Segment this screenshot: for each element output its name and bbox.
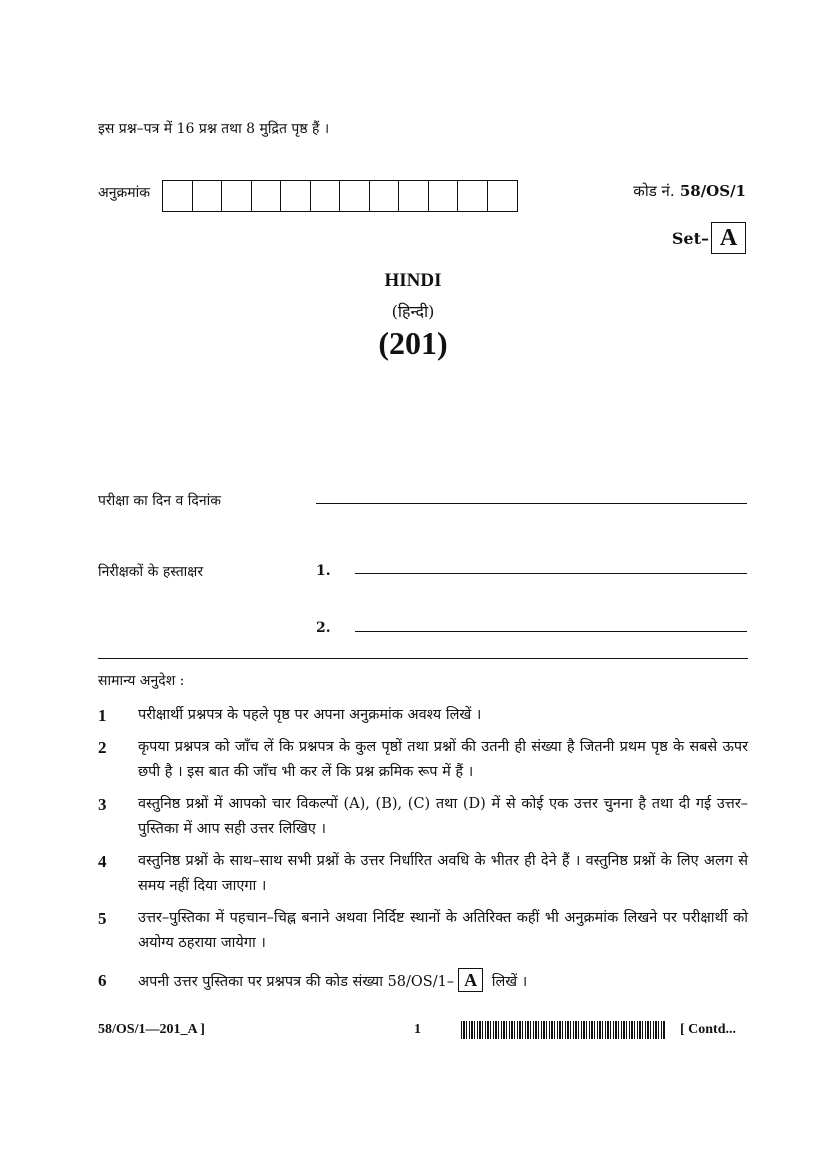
instruction-number: 3 [98,795,107,814]
roll-number-box[interactable] [429,181,459,211]
subject-title: HINDI [384,270,442,291]
instruction-number: 5 [98,909,107,928]
subject-title-hindi: (हिन्दी) [391,302,435,321]
instruction-item [98,968,748,995]
instruction-item [98,792,748,842]
roll-number-boxes[interactable] [162,180,518,212]
paper-code-label: कोड नं. [633,182,675,200]
barcode-icon [461,1021,665,1039]
set-indicator [672,222,746,254]
instruction-item [98,735,748,785]
instruction-number: 4 [98,852,107,871]
divider [98,658,748,659]
roll-number-box[interactable] [281,181,311,211]
set-label: Set– [671,228,709,248]
roll-number-label: अनुक्रमांक [98,185,150,201]
paper-code-value: 58/OS/1 [679,182,746,200]
paper-info-line: इस प्रश्न–पत्र में 16 प्रश्न तथा 8 मुद्रित पृष्ठ हैं । [98,121,330,137]
paper-code [633,181,746,201]
instruction-text: परीक्षार्थी प्रश्नपत्र के पहले पृष्ठ पर अपना अनुक्रमांक अवश्य लिखें । [138,707,482,723]
instruction-item [98,849,748,899]
instruction-item [98,703,748,728]
page-number: 1 [414,1022,421,1037]
instruction-number: 1 [98,706,107,725]
exam-date-line[interactable] [316,503,747,504]
instruction-text: वस्तुनिष्ठ प्रश्नों में आपको चार विकल्पों (A), (B), (C) तथा (D) में से कोई एक उत्तर चुनना है तथा दी गई उत्तर–पुस्तिका में आप सही उत्तर लिखिए । [138,796,748,837]
roll-number-box[interactable] [311,181,341,211]
roll-number-box[interactable] [163,181,193,211]
invigilator-signature-label: निरीक्षकों के हस्ताक्षर [98,564,204,580]
instruction-text: वस्तुनिष्ठ प्रश्नों के साथ–साथ सभी प्रश्नों के उत्तर निर्धारित अवधि के भीतर ही देने हैं । वस्तुनिष्ठ प्रश्नों के लिए अलग से समय नहीं दिया जाएगा । [138,853,748,894]
set-code-box: A [458,968,483,992]
roll-number-box[interactable] [193,181,223,211]
footer-paper-code: 58/OS/1—201_A ] [98,1022,205,1037]
exam-date-label: परीक्षा का दिन व दिनांक [98,493,221,509]
roll-number-box[interactable] [488,181,518,211]
roll-number-box[interactable] [370,181,400,211]
instruction-text: उत्तर–पुस्तिका में पहचान–चिह्न बनाने अथवा निर्दिष्ट स्थानों के अतिरिक्त कहीं भी अनुक्रमांक लिखने पर परीक्षार्थी को अयोग्य ठहराया जायेगा । [138,910,748,951]
roll-number-box[interactable] [399,181,429,211]
instruction-number: 2 [98,738,107,757]
instruction-number: 6 [98,971,107,990]
instruction-item [98,906,748,956]
roll-number-box[interactable] [252,181,282,211]
signature-1-number: 1. [316,563,331,579]
instruction-text: कृपया प्रश्नपत्र को जाँच लें कि प्रश्नपत्र के कुल पृष्ठों तथा प्रश्नों की उतनी ही संख्या है जितनी प्रथम पृष्ठ के सबसे ऊपर छपी है । इस बात की जाँच भी कर लें कि प्रश्न क्रमिक रूप में हैं । [138,739,748,780]
signature-2-line[interactable] [355,631,747,632]
set-value-box: A [711,222,746,254]
subject-code: (201) [378,325,448,361]
signature-2-number: 2. [316,620,331,636]
instruction-6-text-before: अपनी उत्तर पुस्तिका पर प्रश्नपत्र की कोड संख्या 58/OS/1– [138,974,455,990]
roll-number-box[interactable] [222,181,252,211]
continued-label: [ Contd... [680,1022,737,1037]
signature-1-line[interactable] [355,573,747,574]
instruction-text [138,968,748,995]
roll-number-box[interactable] [458,181,488,211]
instructions-title: सामान्य अनुदेश : [98,673,185,689]
instruction-6-text-after: लिखें । [491,974,528,990]
roll-number-box[interactable] [340,181,370,211]
